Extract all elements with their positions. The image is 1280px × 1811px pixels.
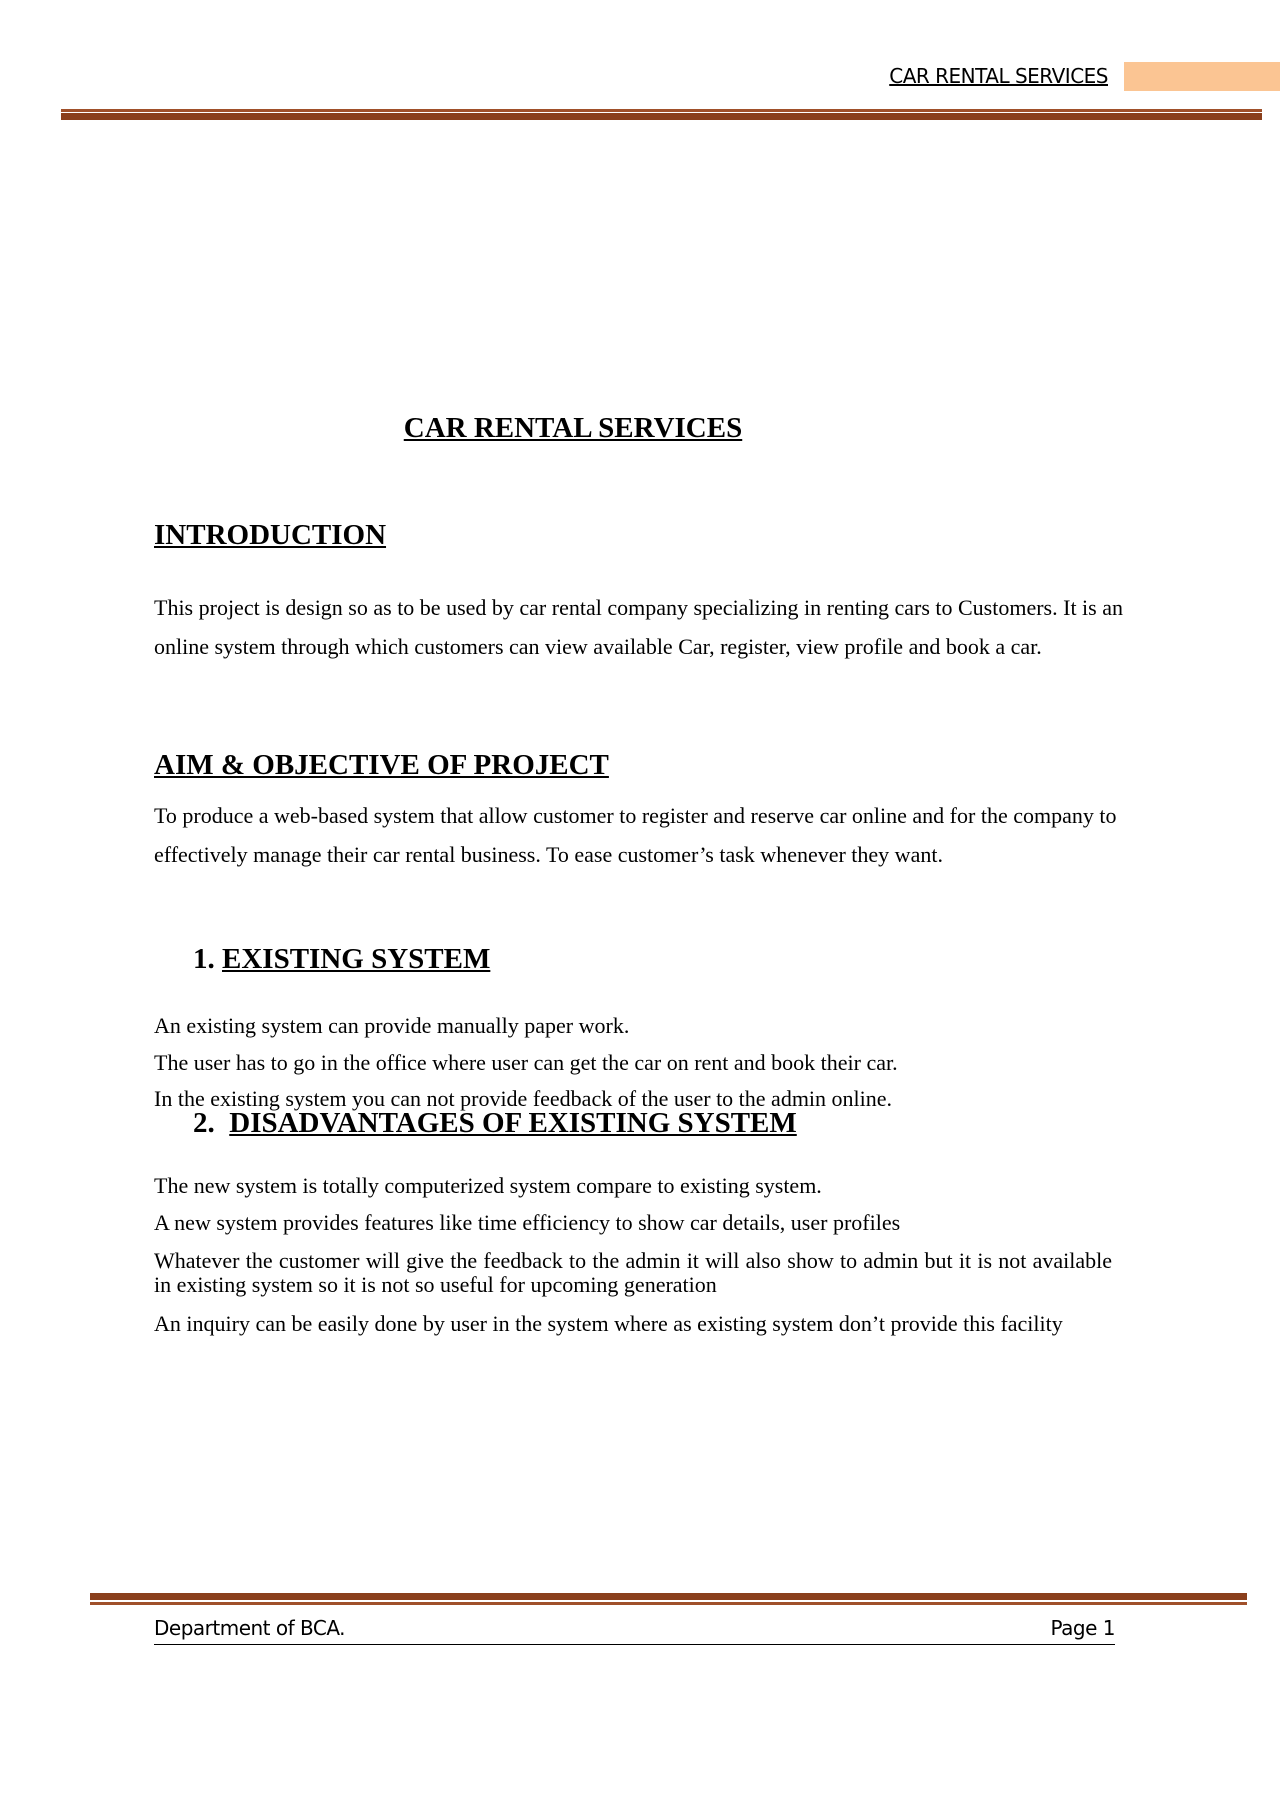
existing-system-line: An existing system can provide manually paper work. bbox=[154, 1013, 630, 1038]
existing-system-title: EXISTING SYSTEM bbox=[222, 943, 491, 975]
existing-system-number: 1. bbox=[193, 943, 215, 975]
existing-system-line: The user has to go in the office where user can get the car on rent and book their car. bbox=[154, 1050, 898, 1075]
disadvantages-heading bbox=[193, 1107, 797, 1140]
header-title: CAR RENTAL SERVICES bbox=[889, 64, 1108, 88]
footer-underline bbox=[154, 1644, 1115, 1645]
header-rule-thick bbox=[61, 113, 1262, 120]
introduction-text: This project is design so as to be used by car rental company specializing in renting cars to Customers. It is an online system through which customers can view available Car, register, view profile and book a car. bbox=[154, 595, 1123, 659]
aim-text: To produce a web-based system that allow customer to register and reserve car online and for the company to effectively manage their car rental business. To ease customer’s task whenever they want. bbox=[154, 803, 1117, 867]
disadvantages-title: DISADVANTAGES OF EXISTING SYSTEM bbox=[229, 1107, 797, 1139]
document-title: CAR RENTAL SERVICES bbox=[403, 412, 743, 444]
header-rule-thin bbox=[61, 109, 1262, 112]
existing-system-line: In the existing system you can not provide feedback of the user to the admin online. bbox=[154, 1086, 893, 1111]
footer-page-number: Page 1 bbox=[1050, 1616, 1115, 1640]
existing-system-heading bbox=[193, 943, 490, 976]
introduction-heading: INTRODUCTION bbox=[154, 519, 387, 551]
disadvantages-number: 2. bbox=[193, 1107, 215, 1139]
aim-heading: AIM & OBJECTIVE OF PROJECT bbox=[154, 749, 609, 781]
footer-rule-thick bbox=[90, 1593, 1247, 1600]
footer-department: Department of BCA. bbox=[154, 1616, 346, 1640]
footer-rule-thin bbox=[90, 1602, 1247, 1605]
disadvantages-line: A new system provides features like time efficiency to show car details, user profiles bbox=[154, 1210, 901, 1235]
disadvantages-paragraph: An inquiry can be easily done by user in the system where as existing system don’t provide this facility bbox=[154, 1311, 1063, 1336]
disadvantages-paragraph: Whatever the customer will give the feedback to the admin it will also show to admin but it is not available in existing system so it is not so useful for upcoming generation bbox=[154, 1248, 1112, 1297]
disadvantages-line: The new system is totally computerized system compare to existing system. bbox=[154, 1173, 822, 1198]
header-accent-block bbox=[1124, 62, 1280, 91]
